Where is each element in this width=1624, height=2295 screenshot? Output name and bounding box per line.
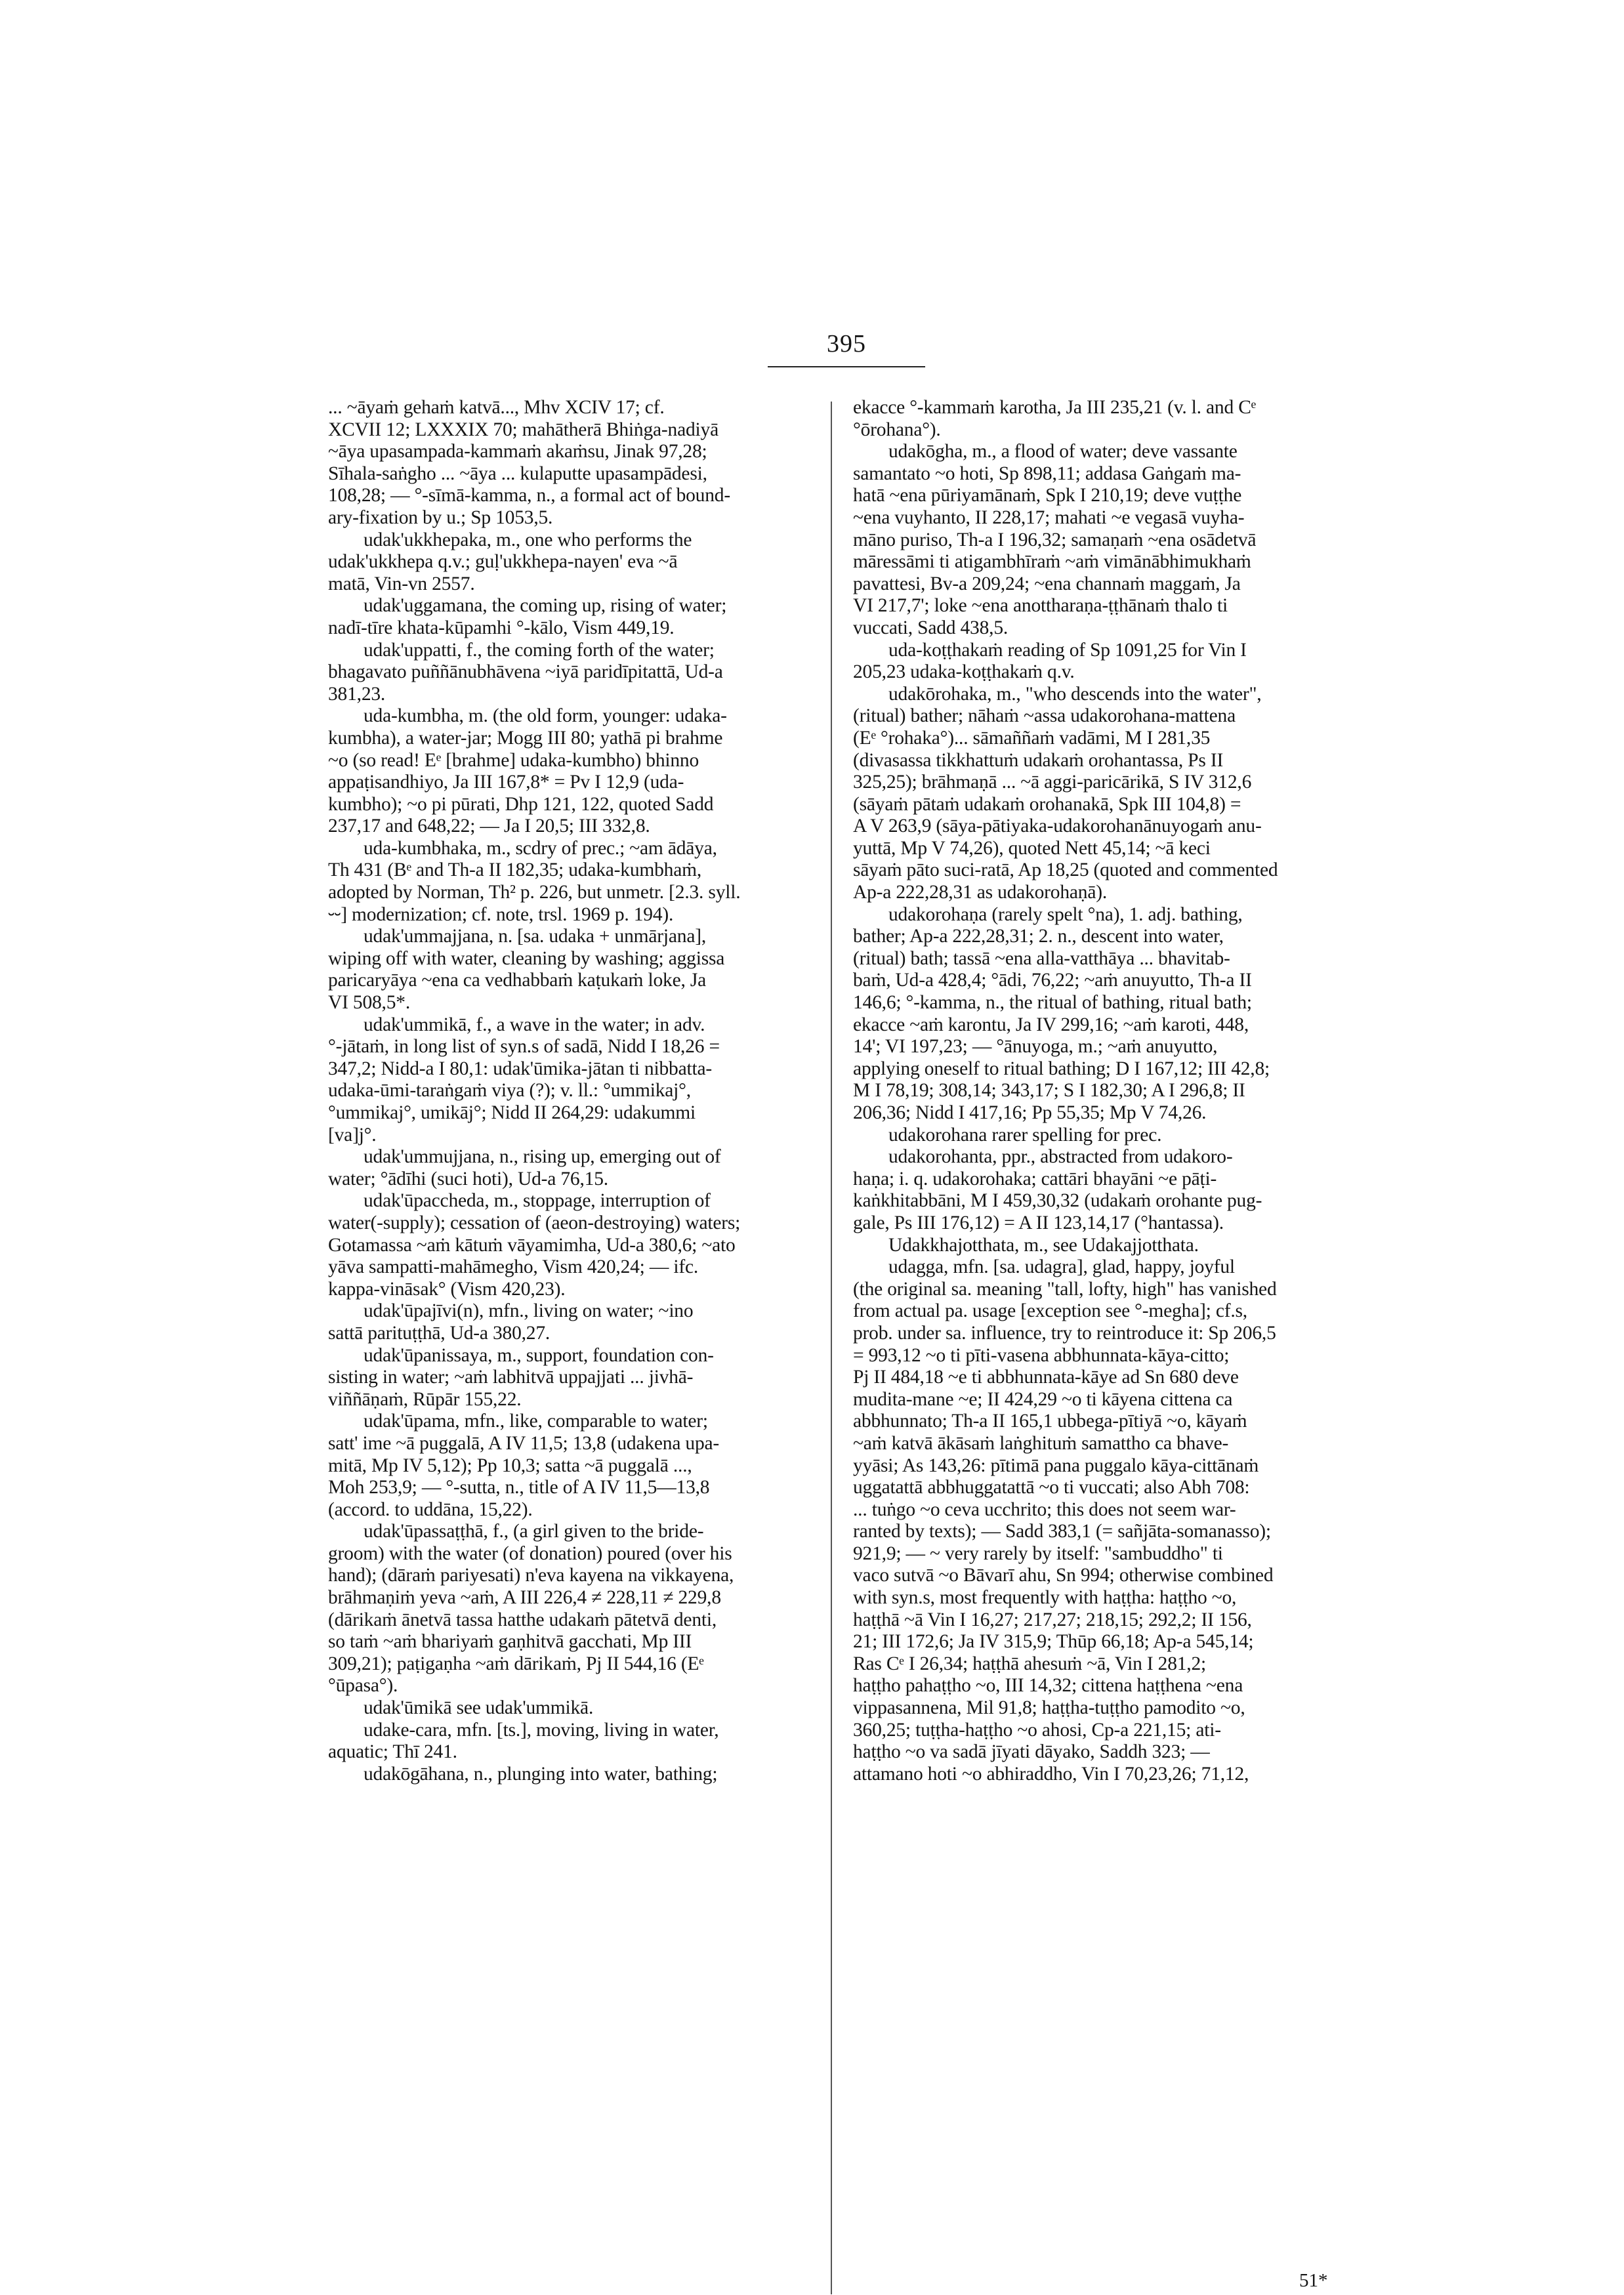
entry-text-line: [va]j°. [328,1124,377,1146]
entry-text-line: bather; Ap-a 222,28,31; 2. n., descent into water, [853,926,1224,947]
entry-text-line: (the original sa. meaning "tall, lofty, high" has vanished [853,1278,1277,1300]
entry-text-line: (divasassa tikkhattuṁ udakaṁ orohantassa, Ps II [853,749,1224,771]
entry-first-line: udak'ūpassaṭṭhā, f., (a girl given to the bride- [364,1521,704,1542]
entry-text-line: viññāṇaṁ, Rūpār 155,22. [328,1388,522,1410]
entry-text-line: (accord. to uddāna, 15,22). [328,1499,533,1520]
left-column [328,397,812,1785]
entry-text-line: ⏑⏑] modernization; cf. note, trsl. 1969 p. 194). [328,903,674,925]
entry-text-line: (ritual) bather; nāhaṁ ~assa udakorohana-mattena [853,705,1236,727]
entry-text-line: ... ~āyaṁ gehaṁ katvā..., Mhv XCIV 17; cf. [328,397,665,418]
entry-text-line: udaka-ūmi-taraṅgaṁ viya (?); v. ll.: °ummikaj°, [328,1080,691,1102]
entry-text-line: 309,21); paṭigaṇha ~aṁ dārikaṁ, Pj II 544,16 (Eᵉ [328,1653,704,1674]
entry-first-line: udakōgha, m., a flood of water; deve vassante [888,441,1238,463]
entry-text-line: matā, Vin-vn 2557. [328,573,475,594]
entry-text-line: haṇa; i. q. udakorohaka; cattāri bhayāni ~e pāṭi- [853,1168,1217,1189]
entry-text-line: 360,25; tuṭṭha-haṭṭho ~o ahosi, Cp-a 221,15; ati- [853,1719,1221,1741]
entry-text-line: hand); (dāraṁ pariyesati) n'eva kayena na vikkayena, [328,1565,734,1586]
entry-text-line: pavattesi, Bv-a 209,24; ~ena channaṁ maggaṁ, Ja [853,573,1241,594]
entry-text-line: attamano hoti ~o abhiraddho, Vin I 70,23,26; 71,12, [853,1763,1249,1785]
entry-first-line: udake-cara, mfn. [ts.], moving, living in water, [364,1719,719,1741]
entry-text-line: ekacce ~aṁ karontu, Ja IV 299,16; ~aṁ karoti, 448, [853,1014,1249,1035]
entry-text-line: ... tuṅgo ~o ceva ucchrito; this does not seem war- [853,1499,1236,1520]
entry-text-line: water; °ādīhi (suci hoti), Ud-a 76,15. [328,1168,608,1189]
entry-first-line: udakorohanta, ppr., abstracted from udakoro- [888,1146,1233,1168]
right-column [853,397,1337,1785]
entry-first-line: udak'ukkhepaka, m., one who performs the [364,529,692,550]
entry-text-line: aquatic; Thī 241. [328,1741,457,1763]
entry-text-line: haṭṭhā ~ā Vin I 16,27; 217,27; 218,15; 292,2; II 156, [853,1609,1252,1630]
entry-first-line: udagga, mfn. [sa. udagra], glad, happy, joyful [888,1256,1235,1278]
entry-text-line: baṁ, Ud-a 428,4; °ādi, 76,22; ~aṁ anuyutto, Th-a II [853,970,1252,991]
entry-first-line: udak'uppatti, f., the coming forth of the water; [364,639,715,661]
entry-text-line: (Eᵉ °rohaka°)... sāmaññaṁ vadāmi, M I 281,35 [853,727,1211,749]
entry-text-line: haṭṭho ~o va sadā jīyati dāyako, Saddh 323; — [853,1741,1210,1763]
entry-text-line: mudita-mane ~e; II 424,29 ~o ti kāyena cittena ca [853,1388,1233,1410]
entry-text-line: ary-fixation by u.; Sp 1053,5. [328,507,553,528]
entry-text-line: groom) with the water (of donation) poured (over his [328,1542,732,1564]
entry-text-line: ~āya upasampada-kammaṁ akaṁsu, Jinak 97,28; [328,441,707,463]
entry-text-line: 108,28; — °-sīmā-kamma, n., a formal act of bound- [328,485,730,507]
entry-text-line: kumbho); ~o pi pūrati, Dhp 121, 122, quoted Sadd [328,793,714,815]
page-number: 395 [827,330,866,358]
entry-text-line: 347,2; Nidd-a I 80,1: udak'ūmika-jātan ti nibbatta- [328,1058,712,1079]
entry-text-line: applying oneself to ritual bathing; D I 167,12; III 42,8; [853,1058,1270,1079]
entry-first-line: udakōgāhana, n., plunging into water, bathing; [364,1763,718,1785]
entry-text-line: ~aṁ katvā ākāsaṁ laṅghituṁ samattho ca bhave- [853,1432,1229,1454]
entry-text-line: paricaryāya ~ena ca vedhabbaṁ kaṭukaṁ loke, Ja [328,970,706,991]
entry-first-line: Udakkhajotthata, m., see Udakajjotthata. [888,1234,1199,1256]
entry-text-line: hatā ~ena pūriyamānaṁ, Spk I 210,19; deve vuṭṭhe [853,485,1242,507]
entry-first-line: udak'ūpaccheda, m., stoppage, interruption of [364,1190,711,1212]
entry-text-line: 205,23 udaka-koṭṭhakaṁ q.v. [853,661,1075,683]
entry-text-line: vaco sutvā ~o Bāvarī ahu, Sn 994; otherwise combined [853,1565,1274,1586]
entry-first-line: udak'ūpanissaya, m., support, foundation con- [364,1344,714,1366]
entry-text-line: (ritual) bath; tassā ~ena alla-vatthāya ... bhavitab- [853,947,1230,969]
entry-text-line: 14'; VI 197,23; — °ānuyoga, m.; ~aṁ anuyutto, [853,1036,1218,1058]
entry-first-line: udak'ūmikā see udak'ummikā. [364,1697,594,1719]
entry-first-line: udak'uggamana, the coming up, rising of water; [364,595,727,617]
entry-text-line: samantato ~o hoti, Sp 898,11; addasa Gaṅgaṁ ma- [853,463,1241,484]
entry-first-line: udak'ummujjana, n., rising up, emerging out of [364,1146,721,1168]
entry-text-line: ~o (so read! Eᵉ [brahme] udaka-kumbho) bhinno [328,749,699,771]
entry-text-line: vippasannena, Mil 91,8; haṭṭha-tuṭṭho pamodito ~o, [853,1697,1245,1719]
entry-first-line: udak'ūpama, mfn., like, comparable to water; [364,1411,708,1432]
entry-text-line: abbhunnato; Th-a II 165,1 ubbega-pītiyā ~o, kāyaṁ [853,1411,1247,1432]
entry-text-line: °ūpasa°). [328,1675,398,1697]
entry-text-line: 325,25); brāhmaṇā ... ~ā aggi-paricārikā, S IV 312,6 [853,772,1252,793]
entry-text-line: Gotamassa ~aṁ kātuṁ vāyamimha, Ud-a 380,6; ~ato [328,1234,736,1256]
entry-text-line: udak'ukkhepa q.v.; guḷ'ukkhepa-nayen' eva ~ā [328,551,678,573]
entry-text-line: from actual pa. usage [exception see °-megha]; cf.s, [853,1300,1247,1322]
entry-text-line: 21; III 172,6; Ja IV 315,9; Thūp 66,18; Ap-a 545,14; [853,1631,1254,1653]
entry-text-line: sisting in water; ~aṁ labhitvā uppajjati ... jivhā- [328,1367,694,1388]
entry-text-line: appaṭisandhiyo, Ja III 167,8* = Pv I 12,9 (uda- [328,772,684,793]
entry-text-line: kumbha), a water-jar; Mogg III 80; yathā pi brahme [328,727,723,749]
entry-text-line: Ap-a 222,28,31 as udakorohaṇā). [853,882,1108,903]
entry-text-line: satt' ime ~ā puggalā, A IV 11,5; 13,8 (udakena upa- [328,1432,720,1454]
entry-first-line: uda-kumbhaka, m., scdry of prec.; ~am ādāya, [364,837,717,859]
entry-text-line: = 993,12 ~o ti pīti-vasena abbhunnata-kāya-citto; [853,1344,1230,1366]
entry-text-line: mitā, Mp IV 5,12); Pp 10,3; satta ~ā puggalā ..., [328,1455,692,1476]
entry-text-line: yuttā, Mp V 74,26), quoted Nett 45,14; ~ā keci [853,837,1211,859]
entry-text-line: kappa-vināsak° (Vism 420,23). [328,1278,566,1300]
entry-text-line: wiping off with water, cleaning by washing; aggissa [328,947,725,969]
entry-text-line: M I 78,19; 308,14; 343,17; S I 182,30; A I 296,8; II [853,1080,1245,1102]
entry-text-line: Pj II 484,18 ~e ti abbhunnata-kāye ad Sn 680 deve [853,1367,1239,1388]
entry-text-line: VI 217,7'; loke ~ena anottharaṇa-ṭṭhānaṁ thalo ti [853,595,1228,617]
entry-text-line: haṭṭho pahaṭṭho ~o, III 14,32; cittena haṭṭhena ~ena [853,1675,1243,1697]
entry-text-line: adopted by Norman, Th² p. 226, but unmetr. [2.3. syll. [328,882,741,903]
entry-text-line: 206,36; Nidd I 417,16; Pp 55,35; Mp V 74,26. [853,1102,1207,1123]
entry-text-line: ~ena vuyhanto, II 228,17; mahati ~e vegasā vuyha- [853,507,1245,528]
page-number-rule [768,366,925,367]
entry-text-line: Sīhala-saṅgho ... ~āya ... kulaputte upasampādesi, [328,463,707,484]
entry-first-line: uda-kumbha, m. (the old form, younger: udaka- [364,705,727,727]
entry-text-line: with syn.s, most frequently with haṭṭha: haṭṭho ~o, [853,1587,1237,1609]
entry-text-line: brāhmaṇiṁ yeva ~aṁ, A III 226,4 ≠ 228,11 ≠ 229,8 [328,1587,721,1609]
entry-text-line: uggatattā abbhuggatattā ~o ti vuccati; also Abh 708: [853,1477,1250,1499]
entry-first-line: udakorohana rarer spelling for prec. [888,1124,1162,1146]
entry-text-line: sāyaṁ pāto suci-ratā, Ap 18,25 (quoted and commented [853,859,1278,881]
entry-text-line: (sāyaṁ pātaṁ udakaṁ orohanakā, Spk III 104,8) = [853,793,1241,815]
entry-text-line: Th 431 (Bᵉ and Th-a II 182,35; udaka-kumbhaṁ, [328,859,702,881]
entry-text-line: yāva sampatti-mahāmegho, Vism 420,24; — ifc. [328,1256,699,1278]
entry-text-line: māno puriso, Th-a I 196,32; samaṇaṁ ~ena osādetvā [853,529,1257,550]
entry-text-line: XCVII 12; LXXXIX 70; mahātherā Bhiṅga-nadiyā [328,419,718,440]
entry-text-line: so taṁ ~aṁ bhariyaṁ gaṇhitvā gacchati, Mp III [328,1631,692,1653]
entry-text-line: Ras Cᵉ I 26,34; haṭṭhā ahesuṁ ~ā, Vin I 281,2; [853,1653,1207,1674]
entry-first-line: udakōrohaka, m., "who descends into the water", [888,683,1262,705]
entry-text-line: 237,17 and 648,22; — Ja I 20,5; III 332,8. [328,816,650,837]
entry-first-line: udak'ummajjana, n. [sa. udaka + unmārjana], [364,926,707,947]
entry-first-line: udak'ūpajīvi(n), mfn., living on water; ~ino [364,1300,694,1322]
entry-text-line: ekacce °-kammaṁ karotha, Ja III 235,21 (v. l. and Cᵉ [853,397,1257,418]
entry-text-line: °ōrohana°). [853,419,941,440]
entry-text-line: vuccati, Sadd 438,5. [853,617,1009,638]
entry-text-line: sattā parituṭṭhā, Ud-a 380,27. [328,1322,551,1344]
column-divider [831,402,832,2294]
entry-text-line: VI 508,5*. [328,992,411,1014]
entry-text-line: A V 263,9 (sāya-pātiyaka-udakorohanānuyogaṁ anu- [853,816,1262,837]
entry-text-line: bhagavato puññānubhāvena ~iyā paridīpitattā, Ud-a [328,661,723,683]
entry-text-line: (dārikaṁ ānetvā tassa hatthe udakaṁ pātetvā denti, [328,1609,717,1630]
signature-mark: 51* [1299,2270,1328,2291]
entry-text-line: yyāsi; As 143,26: pītimā pana puggalo kāya-cittānaṁ [853,1455,1259,1476]
entry-text-line: nadī-tīre khata-kūpamhi °-kālo, Vism 449,19. [328,617,675,638]
entry-first-line: uda-koṭṭhakaṁ reading of Sp 1091,25 for Vin I [888,639,1247,661]
entry-first-line: udakorohaṇa (rarely spelt °na), 1. adj. bathing, [888,903,1243,925]
entry-text-line: 381,23. [328,683,386,705]
entry-first-line: udak'ummikā, f., a wave in the water; in adv. [364,1014,705,1035]
entry-text-line: °ummikaj°, umikāj°; Nidd II 264,29: udakummi [328,1102,696,1123]
entry-text-line: prob. under sa. influence, try to reintroduce it: Sp 206,5 [853,1322,1276,1344]
entry-text-line: māressāmi ti atigambhīraṁ ~aṁ vimānābhimukhaṁ [853,551,1251,573]
entry-text-line: water(-supply); cessation of (aeon-destroying) waters; [328,1212,741,1233]
entry-text-line: 921,9; — ~ very rarely by itself: "sambuddho" ti [853,1542,1223,1564]
entry-text-line: 146,6; °-kamma, n., the ritual of bathing, ritual bath; [853,992,1252,1014]
entry-text-line: ranted by texts); — Sadd 383,1 (= sañjāta-somanasso); [853,1521,1271,1542]
entry-text-line: kaṅkhitabbāni, M I 459,30,32 (udakaṁ orohante pug- [853,1190,1262,1212]
entry-text-line: gale, Ps III 176,12) = A II 123,14,17 (°hantassa). [853,1212,1224,1233]
entry-text-line: Moh 253,9; — °-sutta, n., title of A IV 11,5—13,8 [328,1477,710,1499]
entry-text-line: °-jātaṁ, in long list of syn.s of sadā, Nidd I 18,26 = [328,1036,720,1058]
